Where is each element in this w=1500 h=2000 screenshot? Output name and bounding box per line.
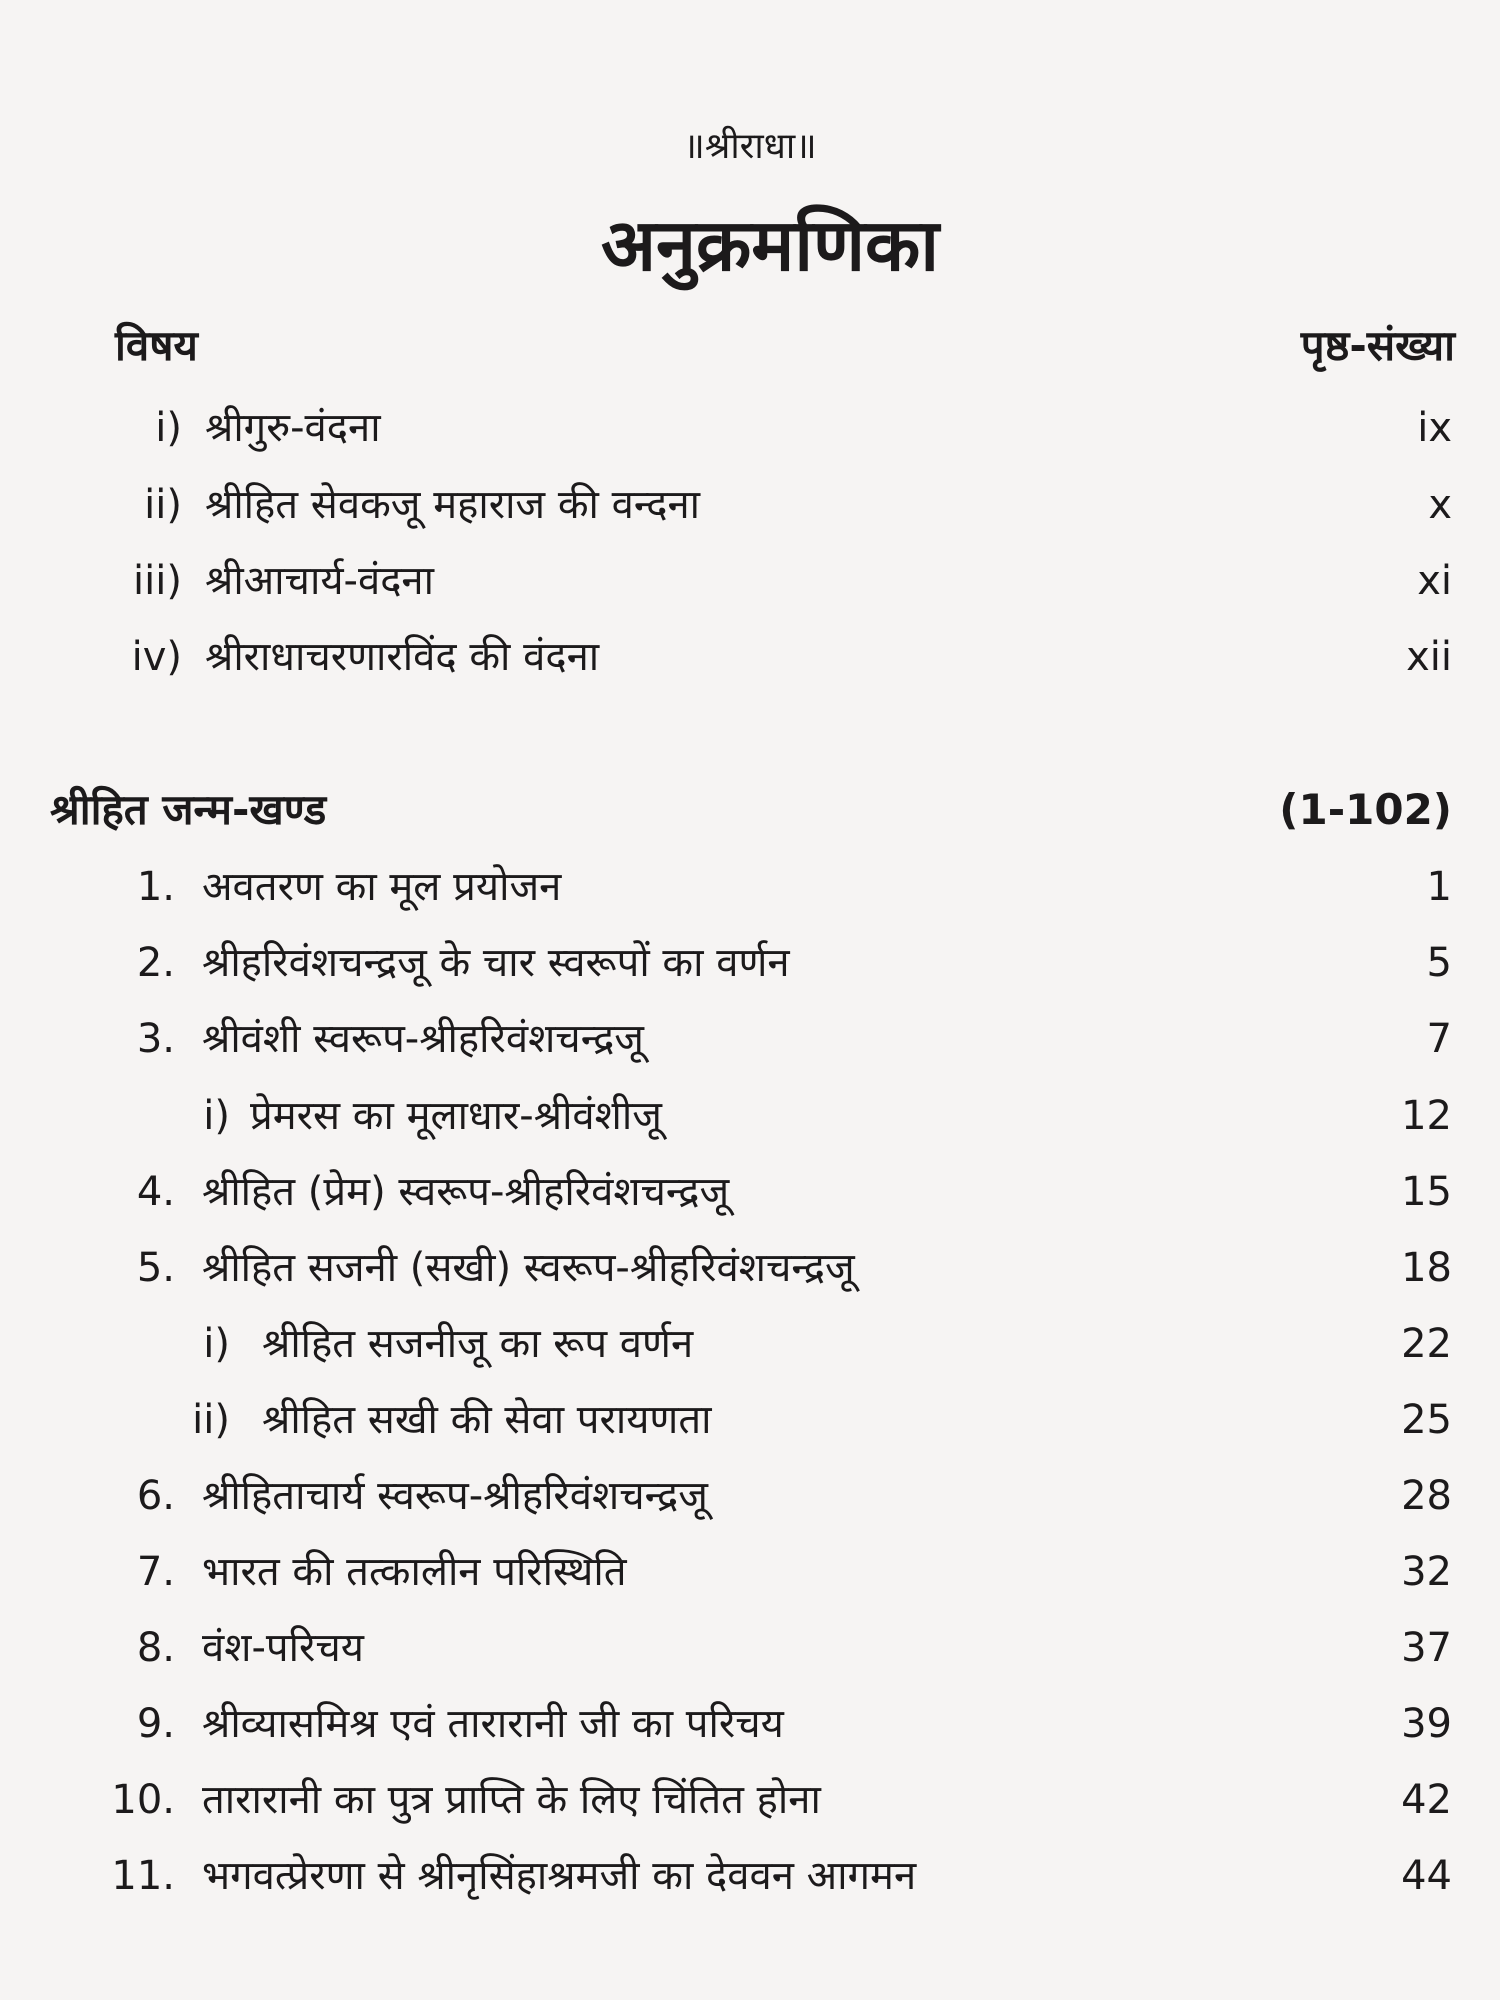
toc-number: 2.: [136, 940, 175, 986]
toc-row: [0, 1846, 1500, 1906]
toc-number: 7.: [136, 1549, 175, 1595]
toc-page-number: 42: [1401, 1777, 1452, 1823]
toc-page-number: 1: [1426, 864, 1452, 910]
toc-subrow: [0, 1314, 1500, 1374]
preface-page: x: [1428, 482, 1452, 528]
toc-page-number: 28: [1401, 1473, 1452, 1519]
toc-row: [0, 1618, 1500, 1678]
preface-page: ix: [1417, 405, 1452, 451]
section-page-range: (1-102): [1279, 785, 1452, 834]
toc-row: [0, 933, 1500, 993]
toc-subnumber: ii): [192, 1397, 230, 1443]
toc-number: 5.: [136, 1245, 175, 1291]
toc-page-number: 44: [1401, 1853, 1452, 1899]
toc-number: 10.: [111, 1777, 175, 1823]
toc-number: 8.: [136, 1625, 175, 1671]
toc-row: [0, 1694, 1500, 1754]
toc-title: श्रीव्यासमिश्र एवं तारारानी जी का परिचय: [202, 1701, 784, 1747]
toc-row: [0, 1770, 1500, 1830]
toc-subrow: [0, 1086, 1500, 1146]
toc-subtitle: श्रीहित सजनीजू का रूप वर्णन: [262, 1321, 694, 1367]
toc-subrow: [0, 1390, 1500, 1450]
subject-column-header: विषय: [115, 321, 198, 370]
toc-subnumber: i): [203, 1093, 230, 1139]
preface-number: iii): [133, 558, 182, 604]
toc-row: [0, 1162, 1500, 1222]
invocation-heading: ॥श्रीराधा॥: [683, 126, 817, 167]
toc-number: 6.: [136, 1473, 175, 1519]
toc-page-number: 39: [1401, 1701, 1452, 1747]
section-title: श्रीहित जन्म-खण्ड: [50, 785, 327, 834]
toc-title: श्रीवंशी स्वरूप-श्रीहरिवंशचन्द्रजू: [202, 1016, 644, 1062]
page-number-column-header: पृष्ठ-संख्या: [1300, 321, 1455, 370]
toc-title: भारत की तत्कालीन परिस्थिति: [202, 1549, 627, 1595]
toc-title: अवतरण का मूल प्रयोजन: [202, 864, 562, 910]
toc-row: [0, 1466, 1500, 1526]
toc-subnumber: i): [203, 1321, 230, 1367]
toc-subtitle: श्रीहित सखी की सेवा परायणता: [262, 1397, 712, 1443]
preface-page: xii: [1406, 634, 1452, 680]
toc-page-number: 18: [1401, 1245, 1452, 1291]
toc-row: [0, 1009, 1500, 1069]
preface-number: ii): [144, 482, 182, 528]
preface-row: [0, 551, 1500, 611]
toc-row: [0, 857, 1500, 917]
preface-title: श्रीराधाचरणारविंद की वंदना: [205, 634, 600, 680]
toc-page-number: 25: [1401, 1397, 1452, 1443]
preface-number: iv): [131, 634, 182, 680]
toc-page-number: 7: [1426, 1016, 1452, 1062]
preface-row: [0, 475, 1500, 535]
toc-row: [0, 1238, 1500, 1298]
preface-number: i): [155, 405, 182, 451]
toc-title: श्रीहित (प्रेम) स्वरूप-श्रीहरिवंशचन्द्रजू: [202, 1169, 730, 1215]
toc-number: 9.: [136, 1701, 175, 1747]
preface-title: श्रीगुरु-वंदना: [205, 405, 381, 451]
preface-row: [0, 627, 1500, 687]
preface-row: [0, 398, 1500, 458]
preface-page: xi: [1417, 558, 1452, 604]
toc-page-number: 5: [1426, 940, 1452, 986]
toc-title: श्रीहित सजनी (सखी) स्वरूप-श्रीहरिवंशचन्द्रजू: [202, 1245, 855, 1291]
toc-page-number: 12: [1401, 1093, 1452, 1139]
toc-title: तारारानी का पुत्र प्राप्ति के लिए चिंतित होना: [202, 1777, 821, 1823]
toc-number: 4.: [136, 1169, 175, 1215]
toc-subtitle: प्रेमरस का मूलाधार-श्रीवंशीजू: [250, 1093, 662, 1139]
toc-page-number: 22: [1401, 1321, 1452, 1367]
toc-row: [0, 1542, 1500, 1602]
page-title: अनुक्रमणिका: [601, 203, 939, 287]
toc-page-number: 15: [1401, 1169, 1452, 1215]
toc-title: श्रीहिताचार्य स्वरूप-श्रीहरिवंशचन्द्रजू: [202, 1473, 708, 1519]
preface-title: श्रीहित सेवकजू महाराज की वन्दना: [205, 482, 701, 528]
section-heading: [0, 778, 1500, 842]
toc-number: 3.: [136, 1016, 175, 1062]
toc-title: श्रीहरिवंशचन्द्रजू के चार स्वरूपों का वर्णन: [202, 940, 790, 986]
toc-page-number: 37: [1401, 1625, 1452, 1671]
toc-number: 1.: [136, 864, 175, 910]
toc-title: वंश-परिचय: [202, 1625, 364, 1671]
toc-title: भगवत्प्रेरणा से श्रीनृसिंहाश्रमजी का देववन आगमन: [202, 1853, 917, 1899]
toc-page-number: 32: [1401, 1549, 1452, 1595]
preface-title: श्रीआचार्य-वंदना: [205, 558, 434, 604]
toc-number: 11.: [111, 1853, 175, 1899]
